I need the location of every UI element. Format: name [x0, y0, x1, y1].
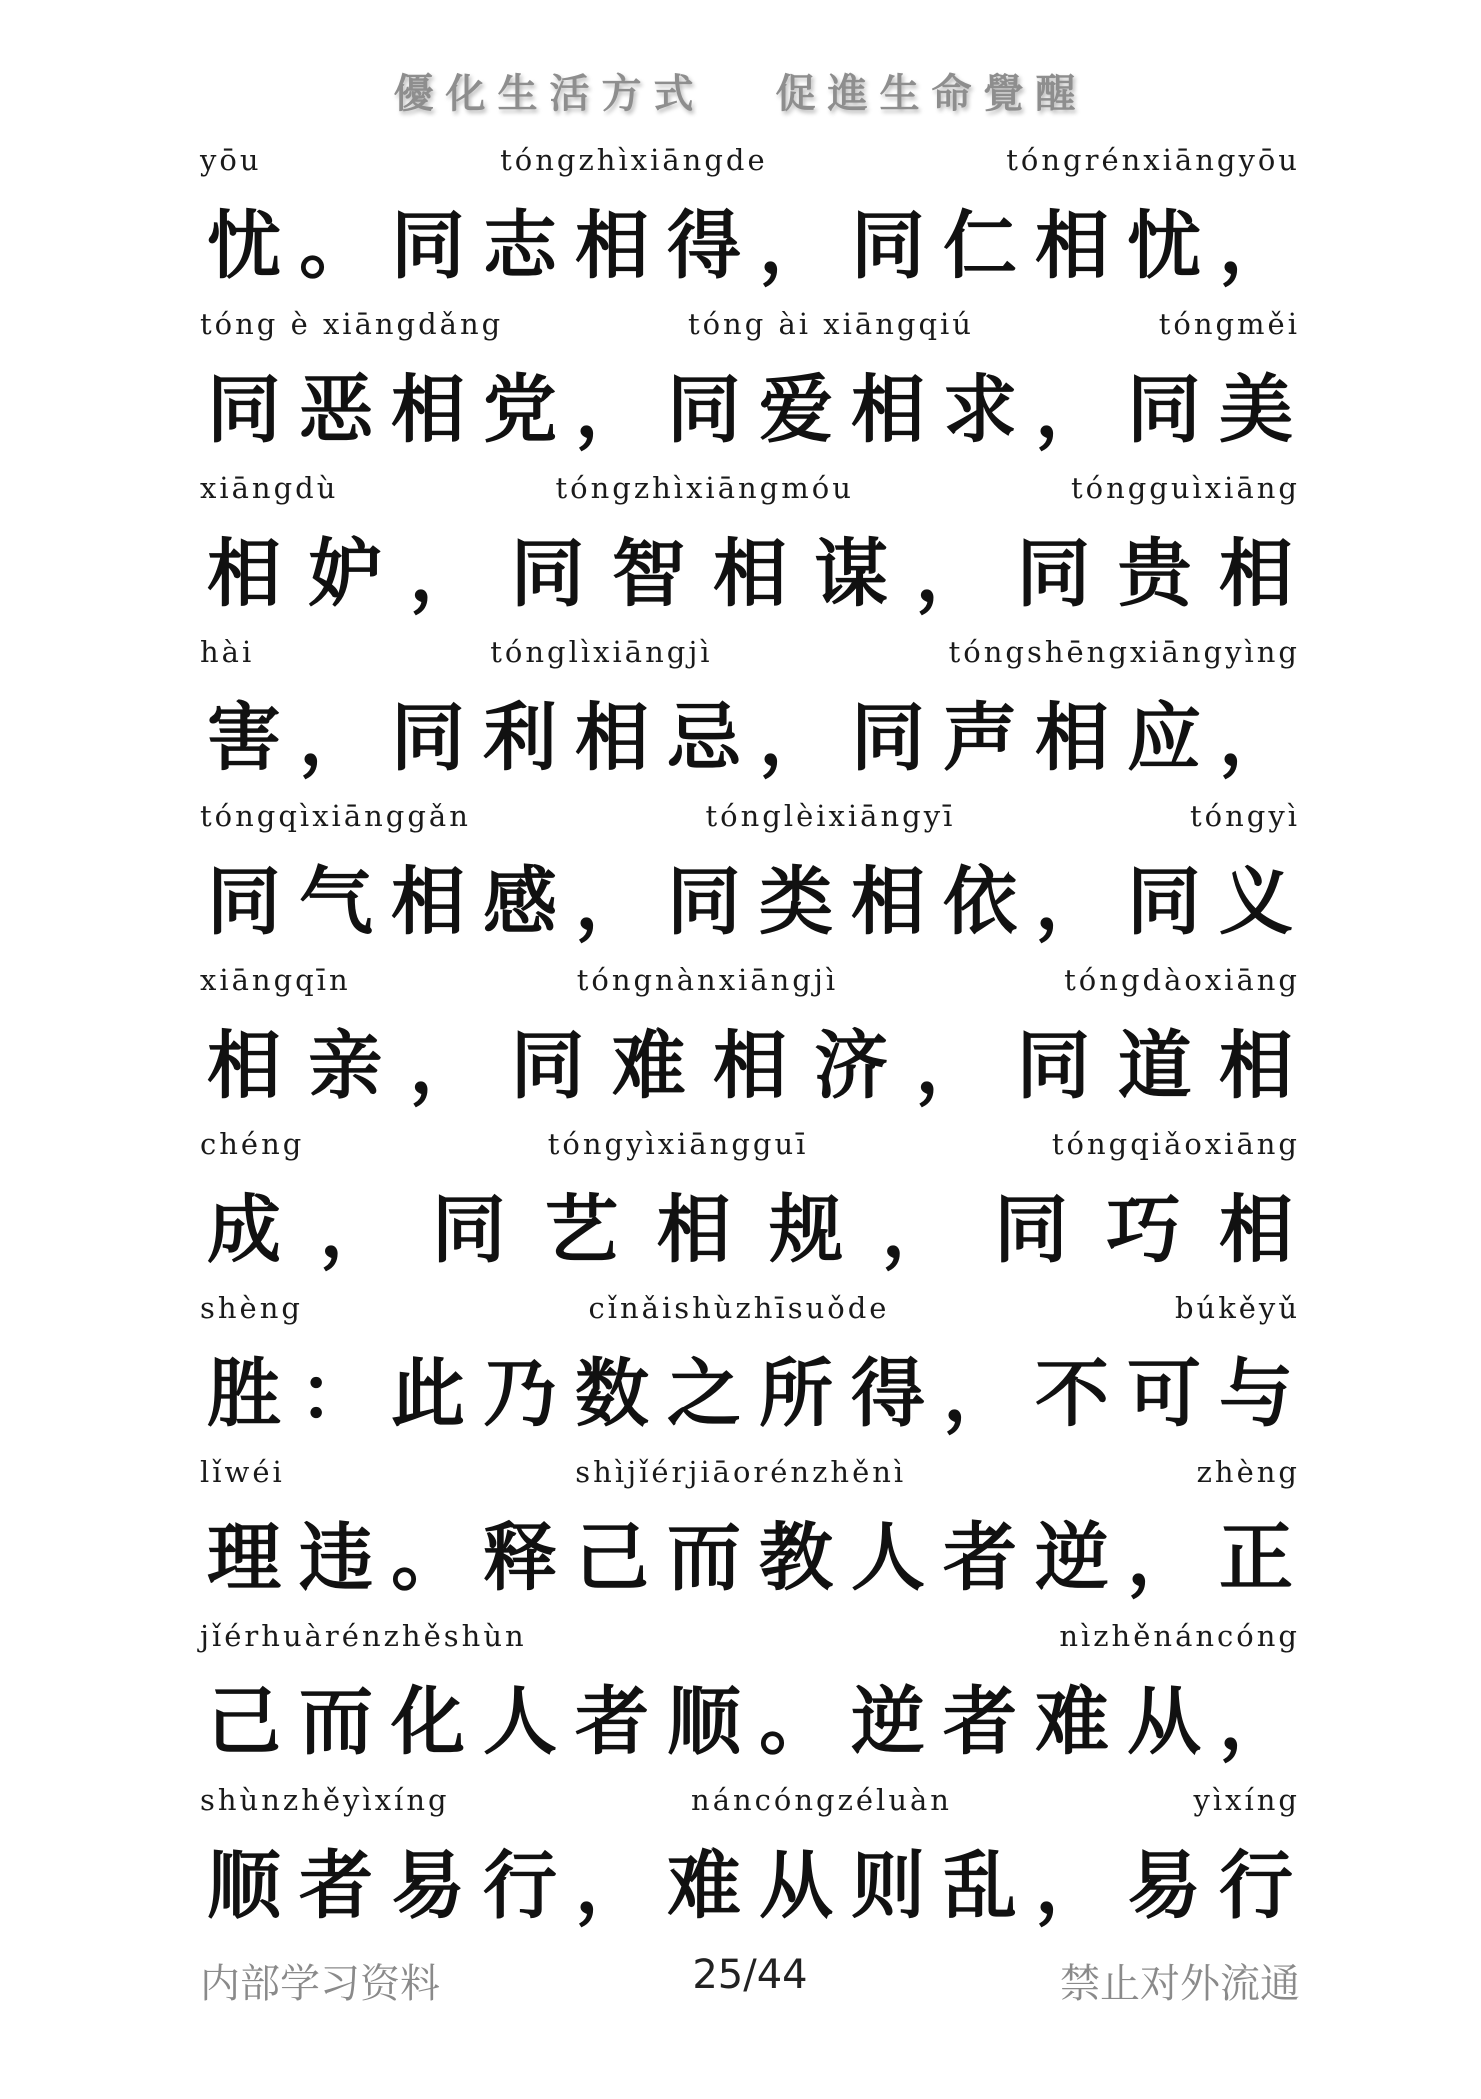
hanzi-char: 易: [391, 1843, 465, 1929]
hanzi-char: 相: [575, 203, 649, 289]
hanzi-char: ，: [1127, 1515, 1201, 1601]
hanzi-char: 相: [207, 1023, 281, 1109]
hanzi-char: 而: [667, 1515, 741, 1601]
pinyin-group: shìjǐérjiāorénzhěnì: [575, 1455, 907, 1489]
hanzi-char: 乱: [943, 1843, 1017, 1929]
hanzi-char: 难: [1035, 1679, 1109, 1765]
hanzi-char: 。: [299, 203, 373, 289]
hanzi-char: 相: [712, 1023, 787, 1109]
hanzi-char: 义: [1219, 859, 1293, 945]
hanzi-char: 相: [851, 367, 925, 453]
pinyin-group: zhèng: [1196, 1455, 1300, 1489]
hanzi-char: 释: [483, 1515, 557, 1601]
hanzi-char: ，: [409, 1023, 484, 1109]
hanzi-char: 相: [1218, 1023, 1293, 1109]
text-line: [200, 1616, 1300, 1780]
pinyin-row: [200, 140, 1300, 180]
hanzi-char: 逆: [1035, 1515, 1109, 1601]
hanzi-char: 与: [1219, 1351, 1293, 1437]
hanzi-char: 感: [483, 859, 557, 945]
hanzi-char: 者: [943, 1679, 1017, 1765]
text-line: [200, 796, 1300, 960]
hanzi-char: 相: [712, 531, 787, 617]
hanzi-char: 从: [1127, 1679, 1201, 1765]
pinyin-group: tóngzhìxiāngmóu: [555, 471, 854, 505]
pinyin-group: tónglìxiāngjì: [490, 635, 713, 669]
hanzi-char: 爱: [759, 367, 833, 453]
hanzi-char: 同: [667, 859, 741, 945]
pinyin-group: tóngzhìxiāngde: [500, 143, 768, 177]
pinyin-group: tóng è xiāngdǎng: [200, 307, 504, 341]
hanzi-char: ，: [575, 367, 649, 453]
page-number: 25/44: [692, 1952, 808, 1998]
hanzi-row: [200, 188, 1300, 292]
pinyin-row: [200, 632, 1300, 672]
page-footer: [200, 1952, 1300, 2012]
hanzi-char: 此: [391, 1351, 465, 1437]
hanzi-char: ，: [943, 1351, 1017, 1437]
header-left-phrase: 優化生活方式: [393, 70, 706, 117]
hanzi-char: 规: [769, 1187, 844, 1273]
hanzi-char: 同: [207, 367, 281, 453]
hanzi-char: 。: [391, 1515, 465, 1601]
hanzi-row: [200, 844, 1300, 948]
hanzi-char: 得: [851, 1351, 925, 1437]
pinyin-group: tóng ài xiāngqiú: [687, 307, 974, 341]
hanzi-char: 易: [1127, 1843, 1201, 1929]
hanzi-char: 相: [207, 531, 281, 617]
hanzi-char: 相: [1218, 1187, 1293, 1273]
pinyin-group: tóngyìxiāngguī: [547, 1127, 809, 1161]
hanzi-char: 济: [814, 1023, 889, 1109]
pinyin-row: [200, 1124, 1300, 1164]
hanzi-row: [200, 516, 1300, 620]
hanzi-char: 同: [851, 695, 925, 781]
hanzi-char: 成: [207, 1187, 281, 1273]
text-line: [200, 1452, 1300, 1616]
pinyin-group: tóngrénxiāngyōu: [1006, 143, 1300, 177]
hanzi-char: 行: [483, 1843, 557, 1929]
hanzi-char: 同: [391, 203, 465, 289]
header-right-phrase: 促進生命覺醒: [775, 70, 1088, 117]
hanzi-char: 同: [1127, 859, 1201, 945]
pinyin-group: tóngqìxiānggǎn: [200, 799, 471, 833]
hanzi-char: ，: [299, 695, 373, 781]
hanzi-char: 艺: [544, 1187, 619, 1273]
pinyin-group: yōu: [200, 143, 262, 177]
hanzi-char: 违: [299, 1515, 373, 1601]
hanzi-char: 同: [667, 367, 741, 453]
hanzi-row: [200, 352, 1300, 456]
text-line: [200, 1288, 1300, 1452]
hanzi-row: [200, 1172, 1300, 1276]
hanzi-char: 从: [759, 1843, 833, 1929]
hanzi-char: 。: [759, 1679, 833, 1765]
hanzi-row: [200, 680, 1300, 784]
hanzi-char: 妒: [308, 531, 383, 617]
pinyin-group: hài: [200, 635, 255, 669]
hanzi-char: 相: [1035, 203, 1109, 289]
hanzi-char: 教: [759, 1515, 833, 1601]
hanzi-char: 行: [1219, 1843, 1293, 1929]
hanzi-char: 利: [483, 695, 557, 781]
hanzi-char: ，: [1219, 695, 1293, 781]
hanzi-char: 可: [1127, 1351, 1201, 1437]
pinyin-row: [200, 960, 1300, 1000]
hanzi-char: 相: [656, 1187, 731, 1273]
hanzi-char: ，: [575, 1843, 649, 1929]
hanzi-char: ，: [409, 531, 484, 617]
pinyin-row: [200, 1780, 1300, 1820]
pinyin-group: shùnzhěyìxíng: [200, 1783, 450, 1817]
hanzi-row: [200, 1828, 1300, 1932]
pinyin-row: [200, 1288, 1300, 1328]
pinyin-group: cǐnǎishùzhīsuǒde: [588, 1291, 890, 1325]
text-line: [200, 1124, 1300, 1288]
pinyin-row: [200, 1616, 1300, 1656]
text-line: [200, 1780, 1300, 1944]
pinyin-group: shèng: [200, 1291, 303, 1325]
hanzi-char: 声: [943, 695, 1017, 781]
hanzi-char: 人: [483, 1679, 557, 1765]
hanzi-char: 谋: [814, 531, 889, 617]
hanzi-char: ，: [1035, 1843, 1109, 1929]
hanzi-char: 者: [943, 1515, 1017, 1601]
text-line: [200, 304, 1300, 468]
hanzi-char: 相: [1035, 695, 1109, 781]
pinyin-group: náncóngzéluàn: [691, 1783, 952, 1817]
hanzi-char: 同: [1127, 367, 1201, 453]
hanzi-char: 同: [431, 1187, 506, 1273]
hanzi-char: 智: [611, 531, 686, 617]
hanzi-char: 相: [1218, 531, 1293, 617]
hanzi-char: 同: [1016, 531, 1091, 617]
hanzi-char: 理: [207, 1515, 281, 1601]
hanzi-char: 同: [510, 531, 585, 617]
text-body: [200, 140, 1300, 1944]
hanzi-char: 化: [391, 1679, 465, 1765]
pinyin-row: [200, 796, 1300, 836]
hanzi-char: ，: [575, 859, 649, 945]
text-line: [200, 632, 1300, 796]
hanzi-char: ：: [299, 1351, 373, 1437]
hanzi-char: ，: [319, 1187, 394, 1273]
hanzi-char: 类: [759, 859, 833, 945]
text-line: [200, 140, 1300, 304]
hanzi-char: 忌: [667, 695, 741, 781]
hanzi-char: 所: [759, 1351, 833, 1437]
hanzi-char: 得: [667, 203, 741, 289]
hanzi-char: 顺: [667, 1679, 741, 1765]
hanzi-char: 相: [391, 367, 465, 453]
hanzi-char: ，: [1035, 859, 1109, 945]
hanzi-char: 仁: [943, 203, 1017, 289]
hanzi-char: 同: [994, 1187, 1069, 1273]
hanzi-char: 己: [207, 1679, 281, 1765]
hanzi-char: 则: [851, 1843, 925, 1929]
text-line: [200, 468, 1300, 632]
hanzi-char: 同: [391, 695, 465, 781]
hanzi-char: ，: [1219, 1679, 1293, 1765]
hanzi-char: 同: [510, 1023, 585, 1109]
hanzi-char: ，: [881, 1187, 956, 1273]
hanzi-char: 相: [575, 695, 649, 781]
footer-right-note: 禁止对外流通: [1060, 1961, 1300, 2007]
hanzi-char: ，: [915, 531, 990, 617]
hanzi-char: 巧: [1106, 1187, 1181, 1273]
hanzi-char: 者: [575, 1679, 649, 1765]
hanzi-char: 相: [851, 859, 925, 945]
pinyin-group: búkěyǔ: [1174, 1291, 1300, 1325]
hanzi-char: 气: [299, 859, 373, 945]
pinyin-group: jǐérhuàrénzhěshùn: [200, 1619, 527, 1653]
hanzi-char: 亲: [308, 1023, 383, 1109]
pinyin-group: lǐwéi: [200, 1455, 285, 1489]
pinyin-group: yìxíng: [1193, 1783, 1300, 1817]
pinyin-group: chéng: [200, 1127, 305, 1161]
hanzi-char: 忧: [1127, 203, 1201, 289]
hanzi-char: 美: [1219, 367, 1293, 453]
hanzi-char: 数: [575, 1351, 649, 1437]
pinyin-group: xiāngdù: [200, 471, 339, 505]
hanzi-char: 志: [483, 203, 557, 289]
hanzi-char: 害: [207, 695, 281, 781]
pinyin-row: [200, 468, 1300, 508]
pinyin-row: [200, 1452, 1300, 1492]
hanzi-char: 而: [299, 1679, 373, 1765]
hanzi-char: 相: [391, 859, 465, 945]
hanzi-char: 依: [943, 859, 1017, 945]
hanzi-char: 难: [667, 1843, 741, 1929]
hanzi-char: 恶: [299, 367, 373, 453]
hanzi-char: 顺: [207, 1843, 281, 1929]
hanzi-row: [200, 1336, 1300, 1440]
hanzi-char: 忧: [207, 203, 281, 289]
hanzi-char: 应: [1127, 695, 1201, 781]
pinyin-group: tónglèixiāngyī: [705, 799, 956, 833]
hanzi-char: ，: [1219, 203, 1293, 289]
hanzi-char: 人: [851, 1515, 925, 1601]
pinyin-row: [200, 304, 1300, 344]
pinyin-group: tóngnànxiāngjì: [576, 963, 839, 997]
hanzi-char: 乃: [483, 1351, 557, 1437]
footer-left-note: 内部学习资料: [200, 1961, 440, 2007]
pinyin-group: tóngqiǎoxiāng: [1051, 1127, 1300, 1161]
pinyin-group: tóngshēngxiāngyìng: [948, 635, 1300, 669]
page-header: [0, 62, 1481, 122]
hanzi-char: 贵: [1117, 531, 1192, 617]
pinyin-group: xiāngqīn: [200, 963, 351, 997]
pinyin-group: tóngyì: [1189, 799, 1300, 833]
pinyin-group: nìzhěnáncóng: [1059, 1619, 1300, 1653]
hanzi-char: ，: [759, 695, 833, 781]
hanzi-char: 同: [851, 203, 925, 289]
pinyin-group: tóngměi: [1158, 307, 1300, 341]
hanzi-char: 己: [575, 1515, 649, 1601]
hanzi-char: 逆: [851, 1679, 925, 1765]
hanzi-char: 道: [1117, 1023, 1192, 1109]
hanzi-char: ，: [759, 203, 833, 289]
hanzi-row: [200, 1008, 1300, 1112]
hanzi-char: 者: [299, 1843, 373, 1929]
hanzi-char: 不: [1035, 1351, 1109, 1437]
hanzi-char: 之: [667, 1351, 741, 1437]
hanzi-char: 党: [483, 367, 557, 453]
hanzi-char: 正: [1219, 1515, 1293, 1601]
hanzi-char: 同: [1016, 1023, 1091, 1109]
pinyin-group: tóngdàoxiāng: [1064, 963, 1300, 997]
hanzi-row: [200, 1500, 1300, 1604]
pinyin-group: tóngguìxiāng: [1070, 471, 1300, 505]
hanzi-char: ，: [1035, 367, 1109, 453]
hanzi-char: 胜: [207, 1351, 281, 1437]
hanzi-char: ，: [915, 1023, 990, 1109]
hanzi-char: 难: [611, 1023, 686, 1109]
hanzi-row: [200, 1664, 1300, 1768]
hanzi-char: 同: [207, 859, 281, 945]
hanzi-char: 求: [943, 367, 1017, 453]
text-line: [200, 960, 1300, 1124]
